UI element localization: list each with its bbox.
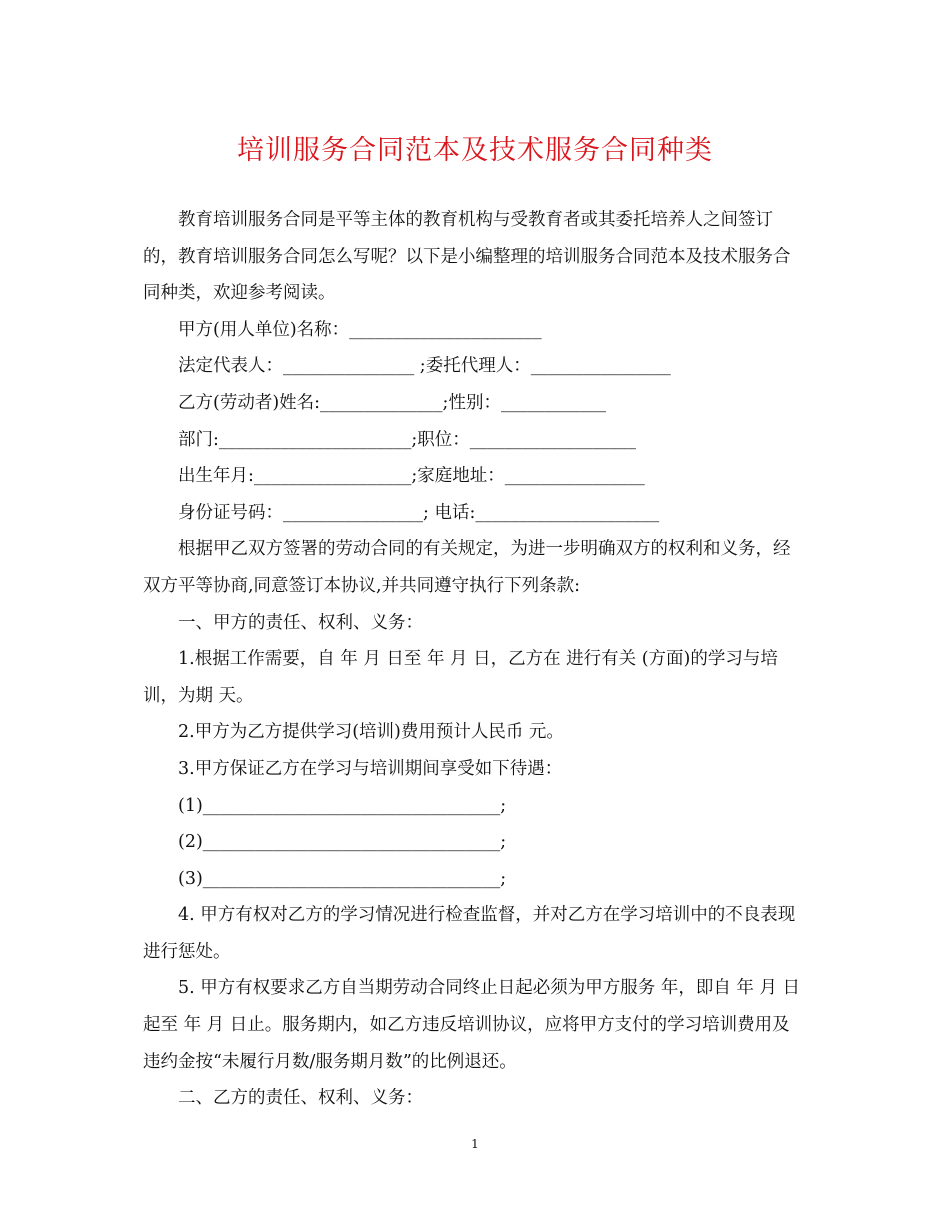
page-number: 1 (471, 1137, 479, 1151)
section-heading-party-b: 二、乙方的责任、权利、义务： (178, 1088, 423, 1109)
clause-5: 5. 甲方有权要求乙方自当期劳动合同终止日起必须为甲方服务 年，即自 年 月 日起至 年 月 日止。服务期内，如乙方违反培训协议，应将甲方支付的学习培训费用及违约金按“未履行月数/服务期月数”的比例退还。 (143, 978, 801, 1072)
legal-representative-line: 法定代表人：_______________ ;委托代理人：________________ (178, 356, 671, 377)
clause-2: 2.甲方为乙方提供学习(培训)费用预计人民币 元。 (178, 722, 564, 743)
document-body (143, 202, 805, 1117)
benefit-item-1: (1)__________________________________; (178, 795, 507, 816)
intro-paragraph: 教育培训服务合同是平等主体的教育机构与受教育者或其委托培养人之间签订的，教育培训服务合同怎么写呢？以下是小编整理的培训服务合同范本及技术服务合同种类，欢迎参考阅读。 (143, 210, 791, 304)
agreement-paragraph: 根据甲乙双方签署的劳动合同的有关规定，为进一步明确双方的权利和义务，经双方平等协商,同意签订本协议,并共同遵守执行下列条款: (143, 539, 791, 596)
clause-4: 4. 甲方有权对乙方的学习情况进行检查监督，并对乙方在学习培训中的不良表现进行惩处。 (143, 905, 796, 962)
section-heading-party-a: 一、甲方的责任、权利、义务： (178, 612, 423, 633)
department-line: 部门:______________________;职位：___________________ (178, 429, 637, 450)
benefit-item-3: (3)__________________________________; (178, 868, 507, 889)
party-a-name-line: 甲方(用人单位)名称：______________________ (178, 319, 542, 340)
id-phone-line: 身份证号码：________________; 电话:_____________________ (178, 502, 660, 523)
benefit-item-2: (2)__________________________________; (178, 832, 507, 853)
clause-1: 1.根据工作需要，自 年 月 日至 年 月 日，乙方在 进行有关 (方面)的学习与培训，为期 天。 (143, 649, 778, 706)
document-title: 培训服务合同范本及技术服务合同种类 (237, 135, 713, 166)
clause-3: 3.甲方保证乙方在学习与培训期间享受如下待遇： (178, 758, 563, 779)
birth-address-line: 出生年月:__________________;家庭地址：________________ (178, 466, 645, 487)
party-b-name-line: 乙方(劳动者)姓名:______________;性别：____________ (178, 392, 606, 413)
